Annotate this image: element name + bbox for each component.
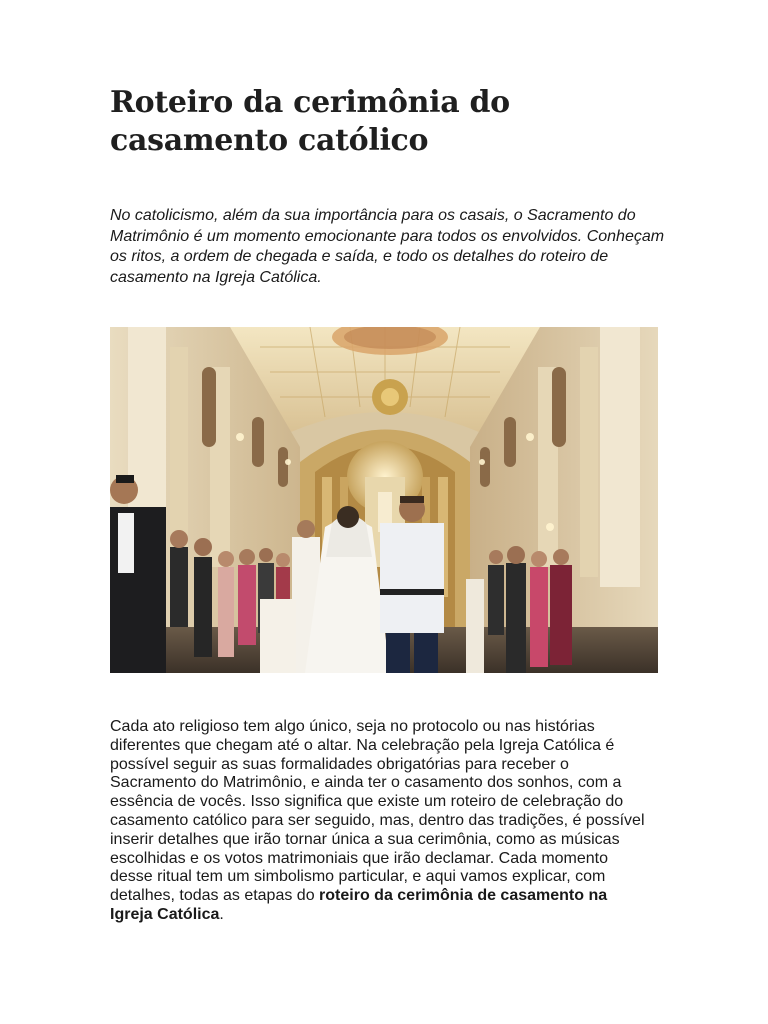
altar-table [260, 599, 296, 673]
church-interior-illustration [110, 327, 658, 673]
body-text-emphasis: roteiro da cerimônia de casamento na Igreja Católica [110, 887, 608, 923]
lectern [466, 579, 484, 673]
body-paragraph [110, 718, 650, 925]
body-text-end: . [219, 905, 224, 923]
body-text-main: Cada ato religioso tem algo único, seja no protocolo ou nas histórias diferentes que chegam até o altar. Na celebração pela Igreja Católica é possível seguir as suas formalidades obrigatórias para receber o Sacramento do Matrimônio, e ainda ter o casamento dos sonhos, com a essência de vocês. Isso significa que existe um roteiro de celebração do casamento católico para ser seguido, mas, dentro das tradições, é possível inserir detalhes que irão tornar única a sua cerimônia, como as músicas escolhidas e os votos matrimoniais que irão declamar. Cada momento desse ritual tem um simbolismo particular, e aqui vamos explicar, com detalhes, todas as etapas do [110, 718, 645, 905]
left-niche [202, 367, 216, 447]
right-niche [552, 367, 566, 447]
wedding-ceremony-photo [110, 327, 658, 673]
right-pilaster [600, 327, 640, 587]
lead-paragraph: No catolicismo, além da sua importância para os casais, o Sacramento do Matrimônio é um momento emocionante para todos os envolvidos. Conheçam os ritos, a ordem de chegada e saída, e todo os detalhes do roteiro de casamento na Igreja Católica. [110, 207, 665, 286]
page-title: Roteiro da cerimônia do casamento católico [110, 85, 510, 158]
